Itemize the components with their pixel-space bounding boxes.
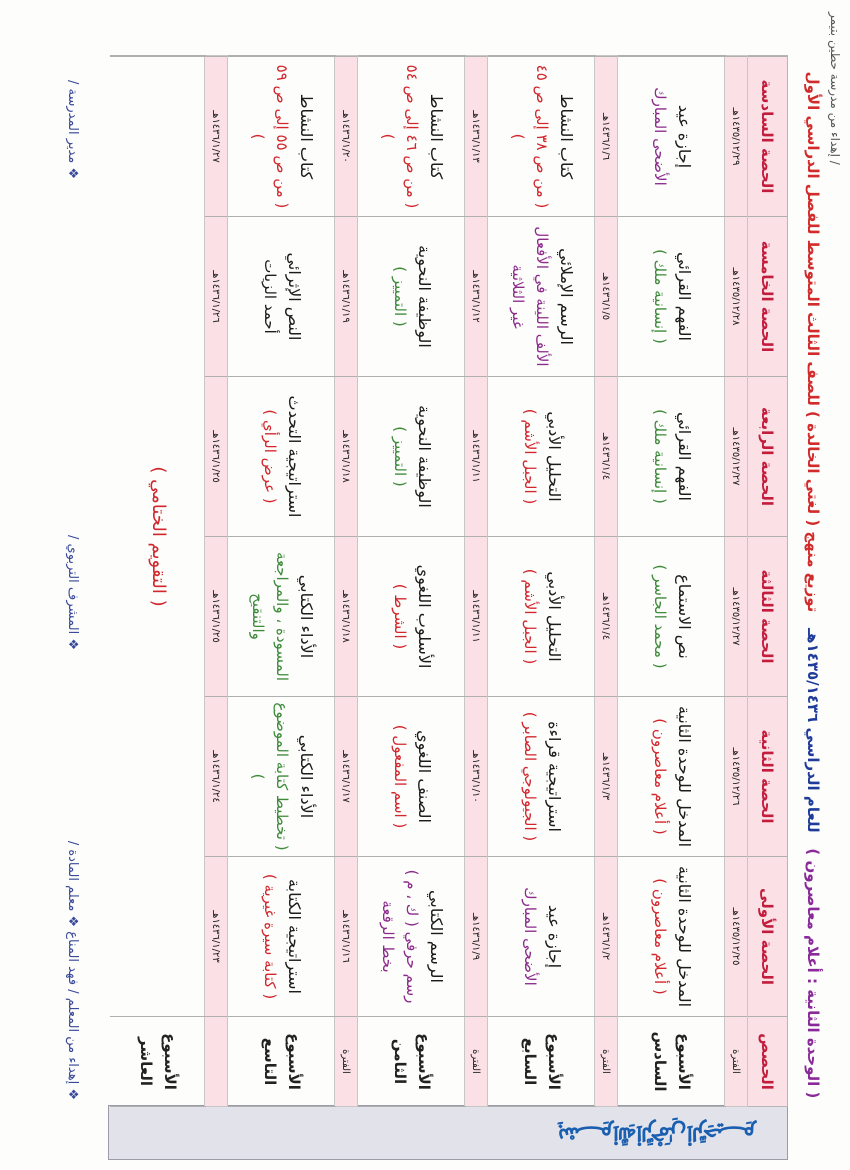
header-row: [746, 55, 788, 1107]
teacher-signature: ❖ إهداء من المعلم / فهد المناع ❖ معلم المادة /: [65, 840, 80, 1100]
lesson-title: الأداء الكتابي: [297, 574, 316, 659]
unit-title-open: (: [804, 1086, 822, 1099]
date-cell: ١٤٣٦/١/١٠هـ: [465, 696, 487, 856]
date-cell: ١٤٣٦/١/٩هـ: [465, 856, 487, 1016]
date-cell: ١٤٣٦/١/٤هـ: [595, 536, 617, 696]
date-cell: ١٤٣٦/١/٤هـ: [595, 376, 617, 536]
lesson-title: استراتيجية الكتابة: [285, 879, 304, 994]
lesson-cell: [358, 856, 466, 1016]
period-label: [205, 1016, 227, 1106]
week-label: الأسبوع العاشر: [110, 1016, 206, 1106]
supervisor-signature: ❖ المشرف التربوي /: [65, 535, 80, 650]
date-cell: ١٤٣٦/١/٢هـ: [595, 856, 617, 1016]
lesson-detail: ( كتابة سيرة غيرية ): [261, 873, 279, 1000]
lesson-cell: [228, 536, 336, 696]
period-label: الفترة: [335, 1016, 357, 1106]
lesson-cell: [358, 376, 466, 536]
lesson-cell: [488, 376, 596, 536]
lesson-detail: المسودة ، والمراجعة والتنقيح: [249, 551, 291, 682]
header-p1: الحصة الأولى: [747, 856, 787, 1016]
lesson-cell: [488, 696, 596, 856]
lesson-cell: [228, 696, 336, 856]
date-cell: ١٤٣٦/١/١٢هـ: [465, 216, 487, 376]
header-p2: الحصة الثانية: [747, 696, 787, 856]
lesson-title: الوظيفة النحوية: [415, 405, 434, 508]
week-row: [358, 55, 466, 1107]
header-p4: الحصة الرابعة: [747, 376, 787, 536]
date-cell: ١٤٣٦/١/٢٣هـ: [205, 856, 227, 1016]
lesson-cell: [488, 856, 596, 1016]
dates-row: [204, 55, 228, 1107]
lesson-detail: ( من ص ٤٦ إلى ص ٥٤ ): [379, 64, 421, 209]
lesson-detail: ( الجبل الأشم ): [521, 408, 539, 505]
lesson-cell: [358, 536, 466, 696]
decorative-panel-right: [108, 1105, 788, 1160]
lesson-title: الصنف اللغوي: [415, 730, 434, 823]
lesson-title: النص الإثرائي: [285, 252, 304, 341]
principal-signature: ❖ مدير المدرسة /: [65, 80, 80, 180]
lesson-cell: [358, 56, 466, 216]
date-cell: ١٤٣٦/١/٢٤هـ: [205, 696, 227, 856]
lesson-title: المدخل للوحدة الثانية: [675, 705, 694, 848]
dates-row: [334, 55, 358, 1107]
lesson-cell: [488, 216, 596, 376]
date-cell: ١٤٣٦/١/٢٦هـ: [205, 216, 227, 376]
week-row: [618, 55, 726, 1107]
period-label: الفترة: [465, 1016, 487, 1106]
lesson-detail: ( أعلام معاصرون ): [651, 878, 669, 995]
lesson-title: كتاب النشاط: [297, 93, 316, 180]
lesson-detail: الأضحى المبارك: [521, 887, 539, 986]
lesson-title: استراتيجية قراءة: [545, 721, 564, 832]
lesson-detail: ( تخطيط كتابة الموضوع ): [249, 702, 291, 851]
final-assessment: ( التقويم الختامي ): [110, 56, 206, 1016]
date-cell: ١٤٣٦/١/٢٥هـ: [205, 536, 227, 696]
week-label: الأسبوع التاسع: [228, 1016, 336, 1106]
lesson-cell: [358, 216, 466, 376]
period-label: الفترة: [725, 1016, 747, 1106]
period-label: الفترة: [595, 1016, 617, 1106]
date-cell: ١٤٣٦/١/١٩هـ: [335, 216, 357, 376]
unit-title-close: ): [804, 848, 822, 861]
dates-row: [594, 55, 618, 1107]
date-cell: ١٤٣٦/١/٢٧هـ: [205, 56, 227, 216]
date-cell: ١٤٣٦/١/٣هـ: [595, 696, 617, 856]
lesson-detail: أحمد الزيات: [261, 259, 279, 334]
date-cell: ١٤٣٦/١/٢٠هـ: [335, 56, 357, 216]
subject-title: توزيع منهج ( لغتي الخالدة ) للصف الثالث المتوسط للفصل الدراسي الأول: [804, 71, 822, 613]
lesson-title: المدخل للوحدة الثانية: [675, 865, 694, 1008]
date-cell: ١٤٣٦/١/١١هـ: [465, 536, 487, 696]
lesson-detail: ( من ص ٥٥ إلى ص ٥٩ ): [249, 64, 291, 209]
lesson-cell: [228, 56, 336, 216]
basmala-ornament: ﷽: [557, 1121, 757, 1151]
week-row: [110, 55, 206, 1107]
lesson-detail: ( إنسانية ملك ): [651, 249, 669, 344]
date-cell: ١٤٣٦/١/٥هـ: [595, 216, 617, 376]
unit-title: الوحدة الثانية : أعلام معاصرون: [804, 860, 822, 1087]
lesson-cell: [618, 696, 726, 856]
lesson-detail: الأضحى المبارك: [651, 87, 669, 186]
lesson-cell: [618, 56, 726, 216]
date-cell: ١٤٣٦/١/١٨هـ: [335, 376, 357, 536]
lesson-title: استراتيجية التحدث: [285, 395, 304, 518]
date-cell: ١٤٣٥/١٢/٢٨هـ: [725, 216, 747, 376]
lesson-title: كتاب النشاط: [557, 93, 576, 180]
lesson-detail: ( التمييز ): [391, 266, 409, 327]
date-cell: ١٤٣٥/١٢/٢٧هـ: [725, 376, 747, 536]
week-label: الأسبوع السابع: [488, 1016, 596, 1106]
lesson-cell: [488, 536, 596, 696]
week-label: الأسبوع الثامن: [358, 1016, 466, 1106]
date-cell: ١٤٣٦/١/١١هـ: [465, 376, 487, 536]
lesson-cell: [228, 376, 336, 536]
lesson-cell: [228, 856, 336, 1016]
lesson-cell: [618, 856, 726, 1016]
date-cell: ١٤٣٥/١٢/٢٦هـ: [725, 696, 747, 856]
lesson-detail: ( إنسانية ملك ): [651, 409, 669, 504]
date-cell: ١٤٣٦/١/١٦هـ: [335, 856, 357, 1016]
lesson-title: كتاب النشاط: [427, 93, 446, 180]
date-cell: ١٤٣٥/١٢/٢٩هـ: [725, 56, 747, 216]
lesson-detail: رسم حرفي ( ك ، م ) بخط الرقعة: [379, 869, 421, 1004]
lesson-detail: ( اسم المفعول ): [391, 724, 409, 829]
lesson-title: إجازة عيد: [675, 104, 694, 169]
date-cell: ١٤٣٦/١/٦هـ: [595, 56, 617, 216]
lesson-detail: الألف اللينة في الأفعال غير الثلاثية: [509, 226, 551, 367]
lesson-detail: ( التمييز ): [391, 426, 409, 487]
lesson-title: الأداء الكتابي: [297, 734, 316, 819]
lesson-title: الفهم القرائي: [675, 412, 694, 501]
lesson-detail: ( الجبل الأشم ): [521, 568, 539, 665]
date-cell: ١٤٣٥/١٢/٢٥هـ: [725, 856, 747, 1016]
week-label: الأسبوع السادس: [618, 1016, 726, 1106]
lesson-detail: ( أعلام معاصرون ): [651, 718, 669, 835]
lesson-cell: [618, 376, 726, 536]
document-title: [792, 0, 822, 1170]
document-footer: [50, 0, 90, 1170]
lesson-title: إجازة عيد: [545, 904, 564, 969]
lesson-title: الأسلوب اللغوي: [415, 564, 434, 669]
lesson-title: الفهم القرائي: [675, 252, 694, 341]
dates-row: [464, 55, 488, 1107]
lesson-detail: ( الشرط ): [391, 583, 409, 650]
lesson-cell: [228, 216, 336, 376]
lesson-title: التحليل الأدبي: [545, 571, 564, 662]
lesson-cell: [488, 56, 596, 216]
lesson-title: الرسم الكتابي: [427, 890, 446, 983]
lesson-detail: ( من ص ٣٨ إلى ص ٤٥ ): [509, 64, 551, 209]
lesson-cell: [618, 536, 726, 696]
date-cell: ١٤٣٥/١٢/٢٧هـ: [725, 536, 747, 696]
date-cell: ١٤٣٦/١/١٣هـ: [465, 56, 487, 216]
lesson-detail: ( عرض الرأي ): [261, 409, 279, 504]
school-gift-note: إهداء من مدرسة حطين بتيمر /: [828, 12, 842, 165]
lesson-title: الوظيفة النحوية: [415, 245, 434, 348]
dates-row: [724, 55, 748, 1107]
schedule-table: [137, 55, 788, 1105]
lesson-title: نص الاستماع: [675, 574, 694, 659]
date-cell: ١٤٣٦/١/٢٥هـ: [205, 376, 227, 536]
header-periods: الحصص: [747, 1016, 787, 1106]
lesson-detail: ( محمد الجاسر ): [651, 564, 669, 669]
week-row: [228, 55, 336, 1107]
lesson-detail: ( الجيولوجي الصابر ): [521, 711, 539, 842]
header-p3: الحصة الثالثة: [747, 536, 787, 696]
lesson-cell: [618, 216, 726, 376]
lesson-cell: [358, 696, 466, 856]
lesson-title: الرسم الإملائي: [557, 248, 576, 345]
date-cell: ١٤٣٦/١/١٨هـ: [335, 536, 357, 696]
date-cell: ١٤٣٦/١/١٧هـ: [335, 696, 357, 856]
lesson-title: التحليل الأدبي: [545, 411, 564, 502]
academic-year: للعام الدراسي ١٤٣٥/١٤٣٦هـ: [804, 627, 822, 833]
header-p5: الحصة الخامسة: [747, 216, 787, 376]
week-row: [488, 55, 596, 1107]
header-p6: الحصة السادسة: [747, 56, 787, 216]
